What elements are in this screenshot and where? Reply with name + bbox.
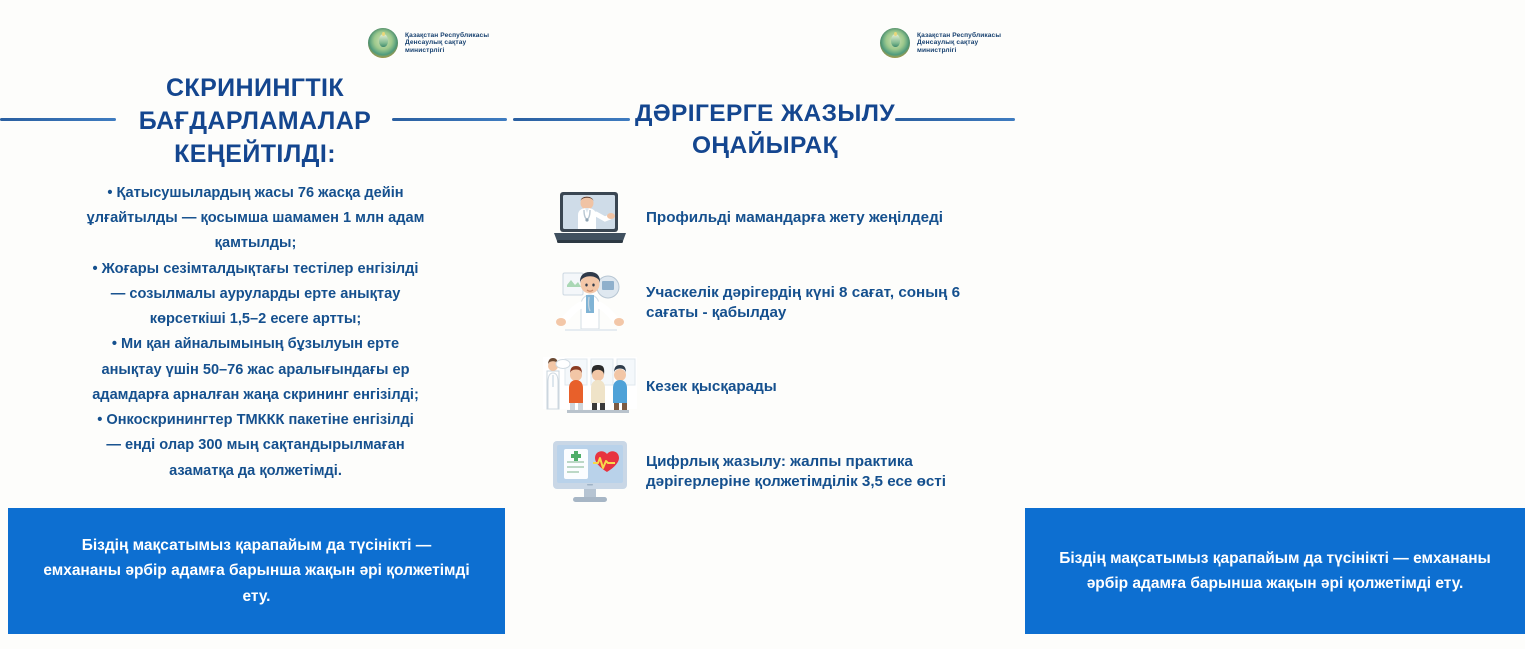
left-title-line-3: КЕҢЕЙТІЛДІ: xyxy=(174,140,336,168)
left-footer-banner xyxy=(8,508,505,634)
waiting-room-queue-icon xyxy=(538,355,642,419)
kazakhstan-coat-of-arms-icon xyxy=(368,28,398,58)
right-panel xyxy=(510,0,1491,649)
logo-line-1: Қазақстан Республикасы xyxy=(917,31,1002,39)
ministry-logo-text xyxy=(405,32,489,54)
list-item: • Ми қан айналымының бұзылуын ерте xyxy=(111,336,400,353)
ministry-logo-left xyxy=(368,28,489,58)
list-item: • Онкоскринингтер ТМККК пакетіне енгізілді xyxy=(97,412,414,429)
list-item: анықтау үшін 50–76 жас аралығындағы ер xyxy=(101,361,410,378)
list-item: қамтылды; xyxy=(214,235,297,252)
list-item: • Жоғары сезімталдықтағы тестілер енгізілді xyxy=(92,260,419,277)
right-footer-text: Біздің мақсатымыз қарапайым да түсінікті — емхананы әрбір адамға барынша жақын әрі қолжетімді ету. xyxy=(1059,549,1491,592)
monitor-medical-record-heart-icon xyxy=(538,437,642,507)
right-title-line-1: ДӘРІГЕРГЕ ЖАЗЫЛУ xyxy=(635,100,896,127)
left-panel xyxy=(0,0,510,649)
right-footer-banner xyxy=(1025,508,1525,634)
ministry-logo-right xyxy=(880,28,1001,58)
left-footer-text: Біздің мақсатымыз қарапайым да түсінікті — емхананы әрбір адамға барынша жақын әрі қолжетімді ету. xyxy=(43,537,470,605)
list-item: адамдарға арналған жаңа скрининг енгізілді; xyxy=(92,386,419,403)
screening-bullet-list xyxy=(28,181,483,484)
list-item xyxy=(538,180,1008,256)
heading-rule-left xyxy=(513,118,630,121)
feature-label: Профильді мамандарға жету жеңілдеді xyxy=(646,208,943,226)
list-item xyxy=(538,350,1008,424)
heading-rule-right xyxy=(895,118,1015,121)
right-page-title xyxy=(510,98,1020,163)
logo-line-1: Қазақстан Республикасы xyxy=(405,31,490,39)
left-title-line-1: СКРИНИНГТІК xyxy=(165,74,345,102)
list-item: — созылмалы ауруларды ерте анықтау xyxy=(110,285,401,302)
right-title-line-2: ОҢАЙЫРАҚ xyxy=(691,132,839,160)
left-heading-block xyxy=(0,72,510,171)
left-title-line-2: БАҒДАРЛАМАЛАР xyxy=(138,107,372,135)
feature-label: Кезек қысқарады xyxy=(646,377,777,395)
left-page-title xyxy=(0,72,510,171)
list-item: көрсеткіші 1,5–2 есеге артты; xyxy=(149,311,362,328)
list-item: • Қатысушылардың жасы 76 жасқа дейін xyxy=(107,185,404,201)
logo-line-2: Денсаулық сақтау xyxy=(917,39,979,47)
heading-rule-left xyxy=(0,118,116,121)
feature-list xyxy=(538,180,1008,520)
feature-label: Учаскелік дәрігердің күні 8 сағат, соның 6 сағаты - қабылдау xyxy=(646,283,961,321)
list-item: азаматқа да қолжетімді. xyxy=(169,462,342,479)
list-item: — енді олар 300 мың сақтандырылмаған xyxy=(106,437,405,454)
logo-line-3: министрлігі xyxy=(405,46,445,54)
doctor-open-arms-icon xyxy=(538,267,642,339)
list-item: ұлғайтылды — қосымша шамамен 1 млн адам xyxy=(86,210,425,227)
heading-rule-right xyxy=(392,118,507,121)
kazakhstan-coat-of-arms-icon xyxy=(880,28,910,58)
logo-line-2: Денсаулық сақтау xyxy=(405,39,467,47)
list-item xyxy=(538,261,1008,345)
logo-line-3: министрлігі xyxy=(917,46,957,54)
list-item xyxy=(538,429,1008,515)
ministry-logo-text xyxy=(917,32,1001,54)
feature-label: Цифрлық жазылу: жалпы практика дәрігерлеріне қолжетімділік 3,5 есе өсті xyxy=(646,452,946,490)
laptop-telemedicine-doctor-icon xyxy=(538,186,642,250)
right-heading-block xyxy=(510,98,1020,163)
